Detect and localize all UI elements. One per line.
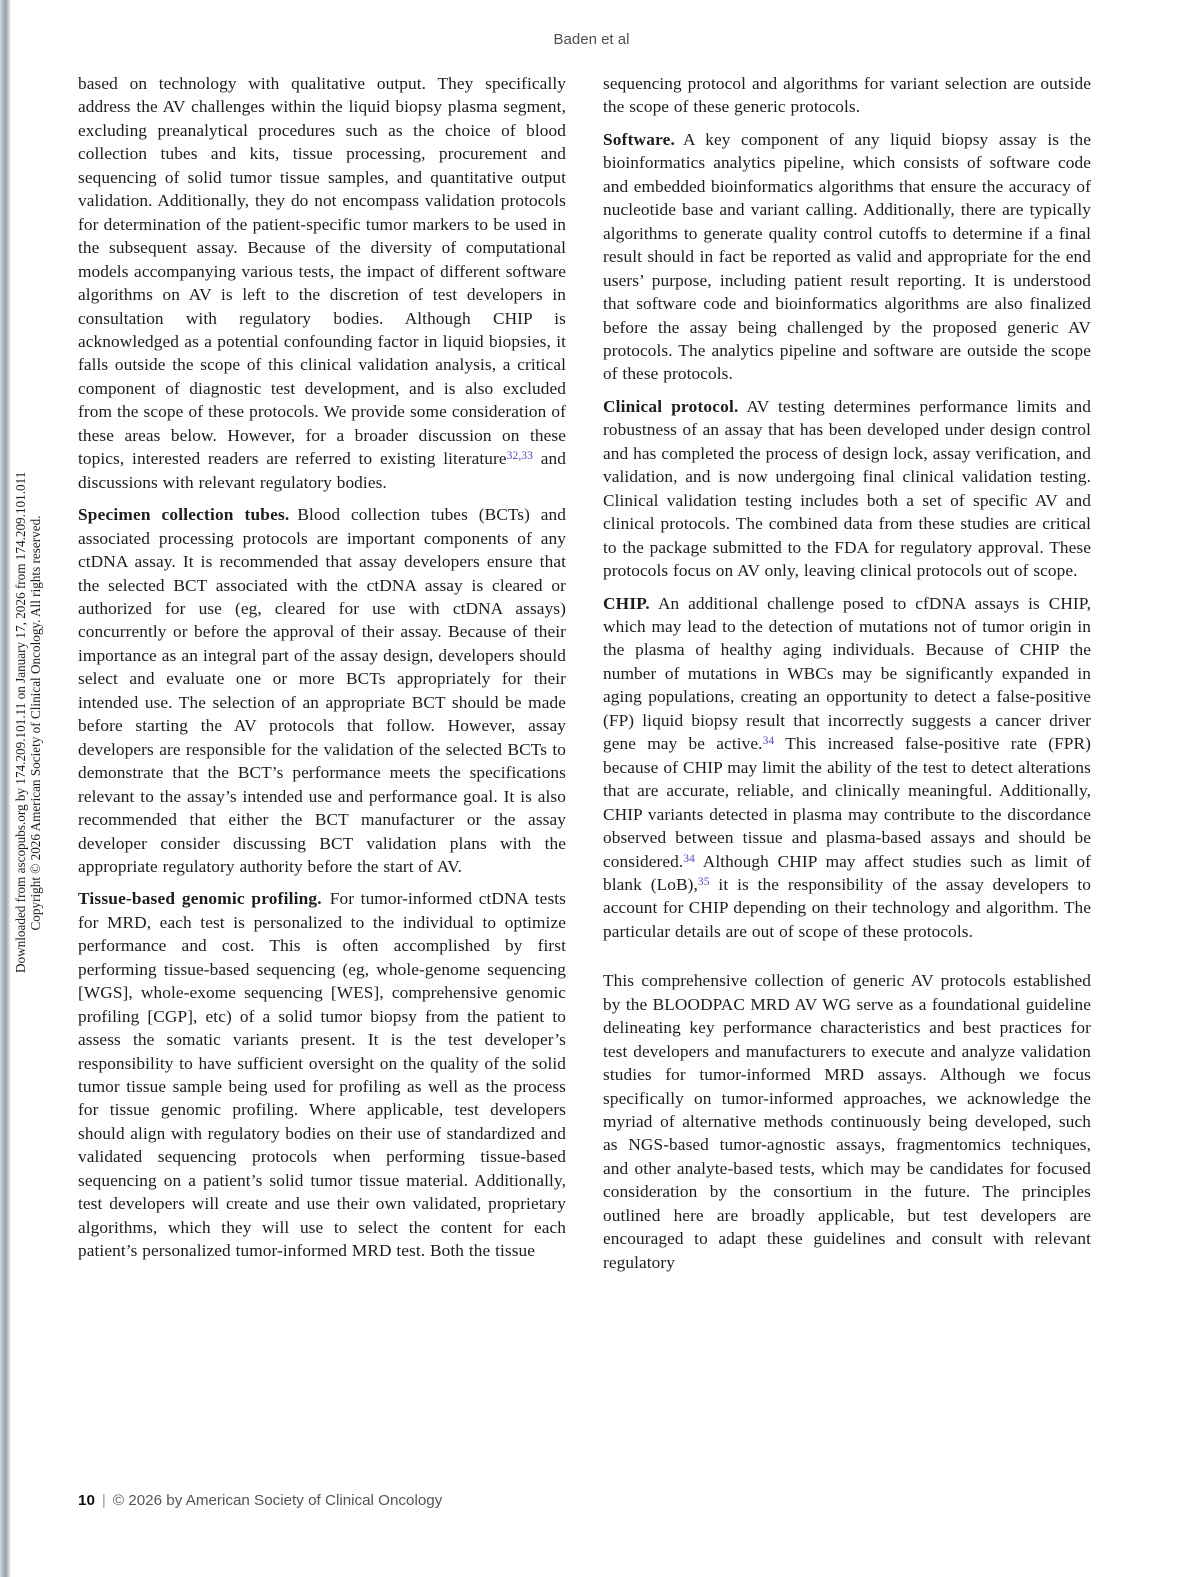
paragraph-conclusion bbox=[603, 969, 1091, 1274]
paragraph-software bbox=[603, 128, 1091, 386]
paragraph-text: For tumor-informed ctDNA tests for MRD, each test is personalized to the individual to optimize performance and cost. This is often accomplished by first performing tissue-based sequencing (eg, whole-genome sequencing [WGS], whole-exome sequencing [WES], comprehensive genomic profiling [CGP], etc) of a solid tumor biopsy from the patient to assess the somatic variants present. It is the test developer’s responsibility to have sufficient oversight on the quality of the solid tumor tissue sample being used for profiling as well as the process for tissue genomic profiling. Where applicable, test developers should align with regulatory bodies on their use of standardized and validated sequencing protocols when performing tissue-based sequencing on a patient’s solid tumor tissue material. Additionally, test developers will create and use their own validated, proprietary algorithms, which they will use to select the content for each patient’s personalized tumor-informed MRD test. Both the tissue bbox=[78, 889, 566, 1261]
citation-ref-34b[interactable]: 34 bbox=[683, 852, 695, 865]
paragraph-text: A key component of any liquid biopsy assay is the bioinformatics analytics pipeline, which consists of software code and embedded bioinformatics algorithms that ensure the accuracy of nucleotide base and variant calling. Additionally, there are typically algorithms to generate quality control cutoffs to determine if a final result should in fact be reported as valid and appropriate for the end users’ purpose, including patient result reporting. It is understood that software code and bioinformatics algorithms are also finalized before the assay being challenged by the proposed generic AV protocols. The analytics pipeline and software are outside the scope of these protocols. bbox=[603, 129, 1091, 384]
paragraph-clinical-protocol bbox=[603, 395, 1091, 583]
running-head: Baden et al bbox=[553, 31, 630, 48]
watermark-line-copyright: Copyright © 2026 American Society of Clinical Oncology. All rights reserved. bbox=[28, 515, 44, 931]
paragraph-text: This increased false-positive rate (FPR) because of CHIP may limit the ability of the test to detect alterations that are accurate, reliable, and clinically meaningful. Additionally, CHIP variants detected in plasma may contribute to the discordance observed between tissue and plasma-based assays and should be considered. bbox=[603, 734, 1092, 871]
paragraph-text: AV testing determines performance limits and robustness of an assay that has been developed under design control and has completed the process of design lock, assay verification, and validation, and is now undergoing final clinical validation testing. Clinical validation testing includes both a set of specific AV and clinical protocols. The combined data from these studies are critical to the package submitted to the FDA for regulatory approval. These protocols focus on AV only, leaving clinical protocols out of scope. bbox=[603, 396, 1091, 581]
paragraph-text: and discussions with relevant regulatory bodies. bbox=[78, 449, 566, 492]
paragraph-text: Although CHIP may affect studies such as limit of blank (LoB), bbox=[603, 851, 1091, 894]
left-column bbox=[78, 72, 566, 1274]
run-in-heading-tissue-based-genomic-profiling: Tissue-based genomic profiling. bbox=[78, 889, 322, 909]
watermark-line-downloaded: Downloaded from ascopubs.org by 174.209.101.11 on January 17, 2026 from 174.209.101.011 bbox=[13, 471, 28, 973]
paragraph-text: based on technology with qualitative output. They specifically address the AV challenges within the liquid biopsy plasma segment, excluding preanalytical procedures such as the choice of blood collection tubes and kits, tissue processing, procurement and sequencing of solid tumor tissue samples, and quantitative output validation. Additionally, they do not encompass validation protocols for determination of the patient-specific tumor markers to be used in the subsequent assay. Because of the diversity of computational models accompanying various tests, the impact of different software algorithms on AV is left to the discretion of test developers in consultation with regulatory bodies. Although CHIP is acknowledged as a potential confounding factor in liquid biopsies, it falls outside the scope of this clinical validation analysis, a critical component of diagnostic test development, and is also excluded from the scope of these protocols. We provide some consideration of these areas below. However, for a broader discussion on these topics, interested readers are referred to existing literature bbox=[78, 74, 566, 469]
citation-ref-35[interactable]: 35 bbox=[697, 875, 710, 888]
paragraph-text: An additional challenge posed to cfDNA assays is CHIP, which may lead to the detection of mutations not of tumor origin in the plasma of healthy aging individuals. Because of CHIP the number of mutations in WBCs may be significantly expanded in aging populations, creating an opportunity to detect a false-positive (FP) liquid biopsy result that incorrectly suggests a cancer driver gene may be active. bbox=[603, 593, 1091, 754]
run-in-heading-chip: CHIP. bbox=[603, 593, 650, 613]
paragraph-sequencing-continuation bbox=[603, 72, 1091, 119]
paragraph-text: sequencing protocol and algorithms for variant selection are outside the scope of these generic protocols. bbox=[603, 74, 1091, 117]
page-number: 10 bbox=[78, 1492, 95, 1509]
citation-ref-34[interactable]: 34 bbox=[762, 735, 775, 748]
citation-ref-32-33[interactable]: 32,33 bbox=[506, 450, 533, 463]
paragraph-text: Blood collection tubes (BCTs) and associated processing protocols are important components of any ctDNA assay. It is recommended that assay developers ensure that the selected BCT associated with the ctDNA assay is cleared or authorized for use (eg, cleared for use with ctDNA assays) concurrently or before the approval of their assay. Because of their importance as an integral part of the assay design, developers should select and evaluate one or more BCTs appropriately for their intended use. The selection of an appropriate BCT should be made before starting the AV protocols that follow. However, assay developers are responsible for the validation of the selected BCTs to demonstrate that the BCT’s performance meets the specifications relevant to the assay’s intended use and performance goal. It is also recommended that either the BCT manufacturer or the assay developer consider discussing BCT validation plans with the appropriate regulatory authority before the start of AV. bbox=[78, 505, 567, 876]
run-in-heading-clinical-protocol: Clinical protocol. bbox=[603, 396, 739, 416]
two-column-body bbox=[78, 72, 1091, 1274]
paragraph-scope-continuation bbox=[78, 72, 566, 494]
footer-separator: | bbox=[101, 1492, 106, 1509]
paragraph-chip bbox=[603, 592, 1091, 944]
download-watermark bbox=[13, 473, 44, 973]
paragraph-text: This comprehensive collection of generic AV protocols established by the BLOODPAC MRD AV WG serve as a foundational guideline delineating key performance characteristics and best practices for test developers and manufacturers to execute and analyze validation studies for tumor-informed MRD assays. Although we focus specifically on tumor-informed approaches, we acknowledge the myriad of alternative methods continuously being developed, such as NGS-based tumor-agnostic assays, fragmentomics techniques, and other analyte-based tests, which may be candidates for focused consideration by the consortium in the future. The principles outlined here are broadly applicable, but test developers are encouraged to adapt these guidelines and consult with relevant regulatory bbox=[603, 971, 1091, 1272]
page-footer bbox=[78, 1492, 442, 1509]
paragraph-specimen-collection-tubes bbox=[78, 503, 566, 878]
paragraph-text: it is the responsibility of the assay developers to account for CHIP depending on their technology and algorithm. The particular details are out of scope of these protocols. bbox=[603, 874, 1091, 941]
run-in-heading-software: Software. bbox=[603, 129, 676, 149]
run-in-heading-specimen-collection-tubes: Specimen collection tubes. bbox=[78, 505, 290, 525]
right-column bbox=[603, 72, 1091, 1274]
page-edge-strip bbox=[0, 0, 11, 1577]
footer-copyright: © 2026 by American Society of Clinical Oncology bbox=[112, 1492, 443, 1509]
paragraph-tissue-based-genomic-profiling bbox=[78, 887, 566, 1262]
